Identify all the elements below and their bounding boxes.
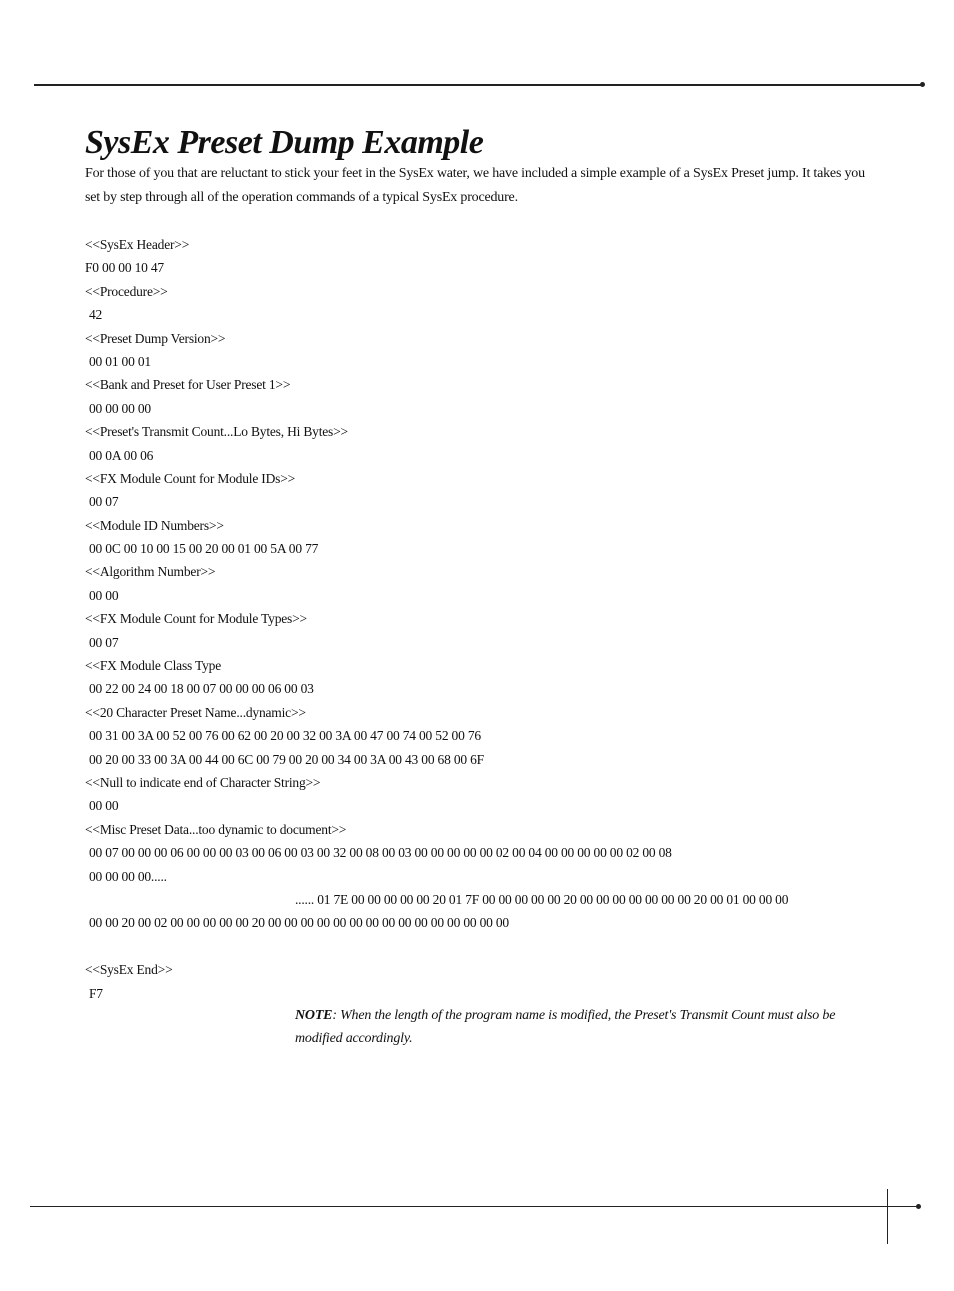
- code-hex-line: 00 07: [89, 494, 119, 510]
- note-text: : When the length of the program name is modified, the Preset's Transmit Count must also be modified accordingly.: [295, 1008, 836, 1046]
- code-section-label: <<Algorithm Number>>: [85, 564, 216, 580]
- code-section-label: <<Procedure>>: [85, 283, 168, 299]
- code-hex-line: 42: [89, 307, 103, 323]
- code-section-label: <<FX Module Count for Module IDs>>: [85, 470, 296, 486]
- code-hex-line: 00 00: [89, 798, 119, 814]
- code-section-label: <<SysEx End>>: [85, 962, 173, 978]
- code-hex-line: 00 00 00 00: [89, 400, 151, 416]
- sysex-code-listing: [85, 233, 915, 1005]
- note-paragraph: [295, 1004, 865, 1050]
- code-hex-line: 00 07: [89, 634, 119, 650]
- code-hex-line: 00 0C 00 10 00 15 00 20 00 01 00 5A 00 77: [89, 541, 319, 557]
- code-hex-line: F0 00 00 10 47: [85, 260, 164, 276]
- code-hex-line: ...... 01 7E 00 00 00 00 00 20 01 7F 00 00 00 00 00 20 00 00 00 00 00 00 00 20 00 01 00 00 00: [295, 891, 789, 907]
- code-hex-line: 00 0A 00 06: [89, 447, 154, 463]
- code-hex-line: 00 00 20 00 02 00 00 00 00 00 20 00 00 00 00 00 00 00 00 00 00 00 00 00 00 00: [89, 915, 509, 931]
- top-rule: [34, 84, 921, 86]
- code-section-label: <<SysEx Header>>: [85, 237, 190, 252]
- code-hex-line: 00 20 00 33 00 3A 00 44 00 6C 00 79 00 20 00 34 00 3A 00 43 00 68 00 6F: [89, 751, 484, 767]
- code-hex-line: 00 07 00 00 00 06 00 00 00 03 00 06 00 03 00 32 00 08 00 03 00 00 00 00 00 02 00 04 00 00 00 00 00 02 00 08: [89, 845, 672, 861]
- code-section-label: <<Misc Preset Data...too dynamic to document>>: [85, 821, 347, 837]
- code-hex-line: 00 22 00 24 00 18 00 07 00 00 00 06 00 03: [89, 681, 314, 697]
- intro-paragraph: For those of you that are reluctant to stick your feet in the SysEx water, we have included a simple example of a SysEx Preset jump. It takes you set by step through all of the operation commands of a typical SysEx procedure.: [85, 166, 865, 205]
- code-section-label: <<20 Character Preset Name...dynamic>>: [85, 704, 306, 720]
- code-hex-line: 00 01 00 01: [89, 353, 151, 369]
- bottom-crop-mark: [887, 1189, 888, 1244]
- top-rule-dot: [920, 82, 925, 87]
- code-hex-line: 00 00: [89, 587, 119, 603]
- code-section-label: <<FX Module Count for Module Types>>: [85, 611, 307, 627]
- bottom-rule: [30, 1206, 917, 1207]
- code-hex-line: 00 31 00 3A 00 52 00 76 00 62 00 20 00 32 00 3A 00 47 00 74 00 52 00 76: [89, 728, 481, 744]
- page-title: SysEx Preset Dump Example: [85, 124, 484, 161]
- code-section-label: <<Null to indicate end of Character String>>: [85, 774, 321, 790]
- code-section-label: <<Module ID Numbers>>: [85, 517, 224, 533]
- bottom-rule-dot: [916, 1204, 921, 1209]
- code-section-label: <<Bank and Preset for User Preset 1>>: [85, 377, 291, 393]
- code-section-label: <<FX Module Class Type: [85, 658, 222, 674]
- code-section-label: <<Preset Dump Version>>: [85, 330, 226, 346]
- code-hex-line: 00 00 00 00.....: [89, 868, 167, 884]
- code-hex-line: F7: [89, 985, 103, 1001]
- code-section-label: <<Preset's Transmit Count...Lo Bytes, Hi Bytes>>: [85, 424, 348, 440]
- note-label: NOTE: [295, 1008, 333, 1023]
- code-blank-line: [85, 935, 915, 958]
